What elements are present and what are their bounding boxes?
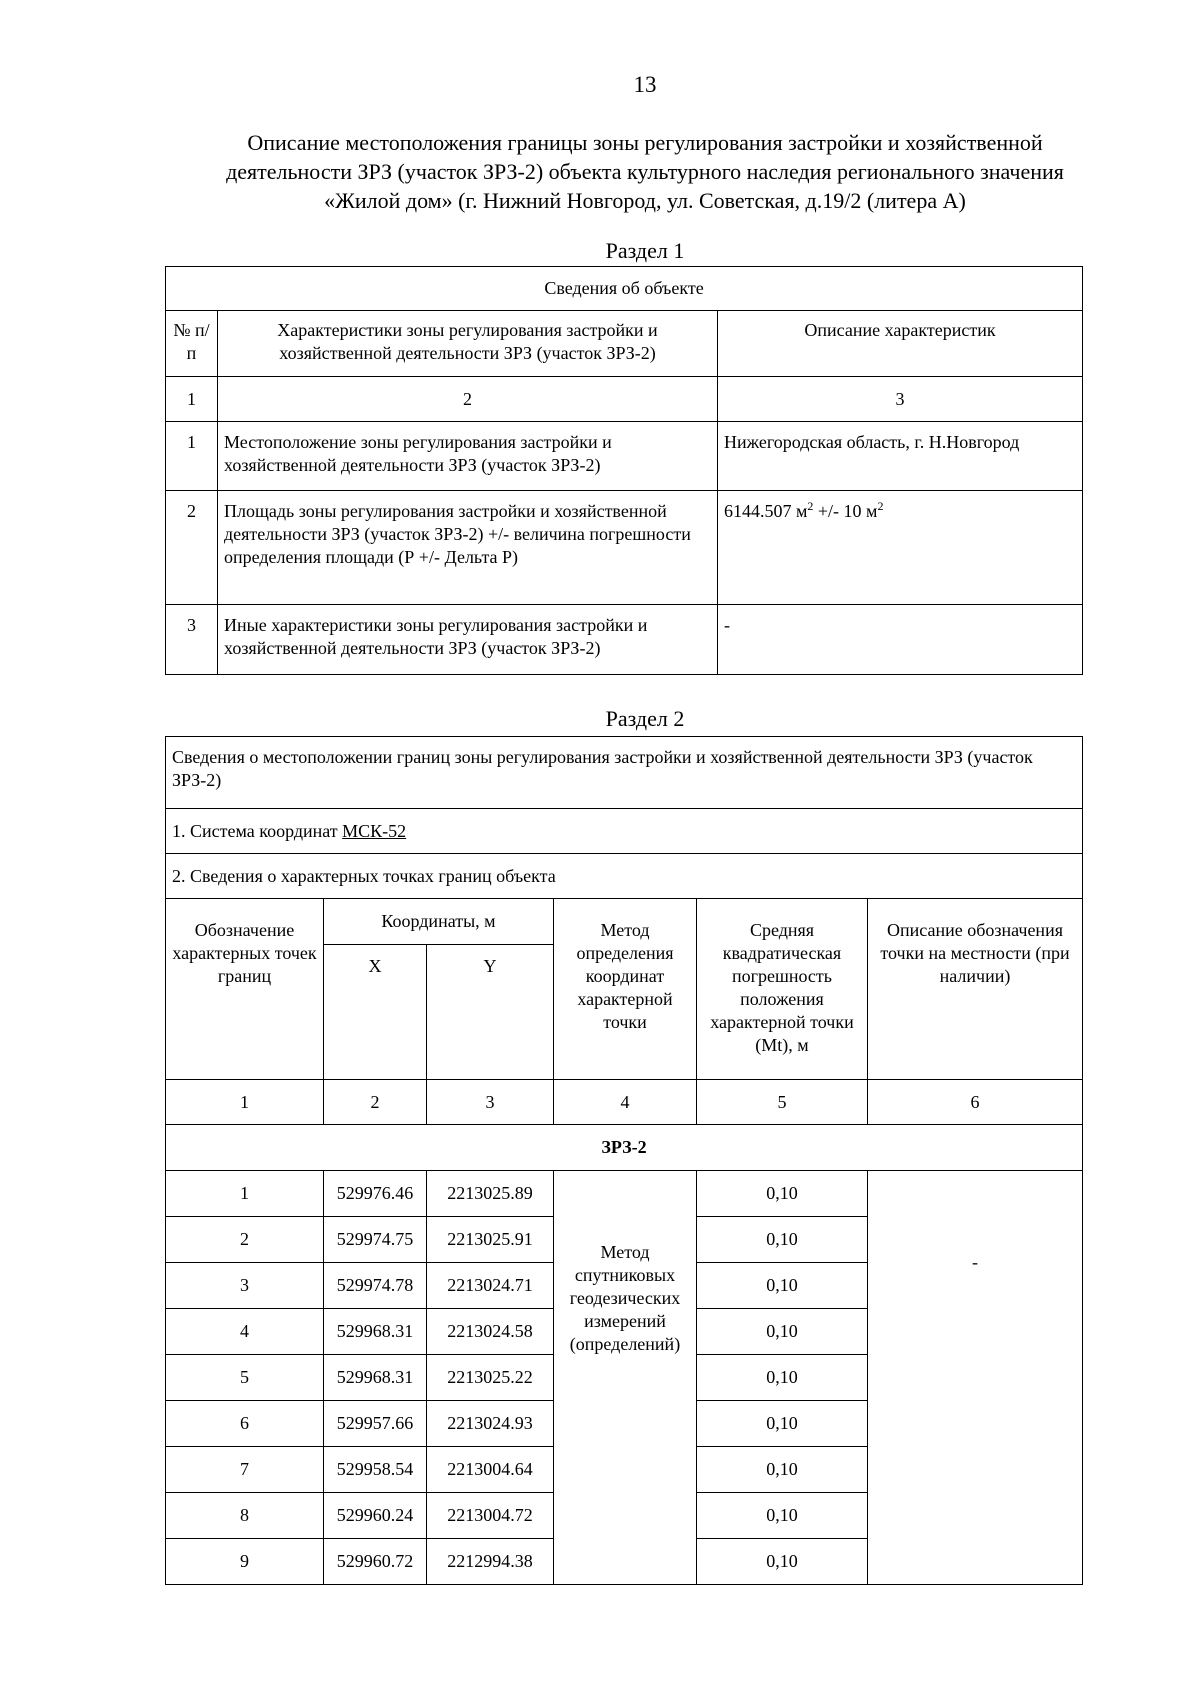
- title-line: «Жилой дом» (г. Нижний Новгород, ул. Советская, д.19/2 (литера А): [324, 188, 966, 213]
- points-header: 2. Сведения о характерных точках границ объекта: [166, 854, 1083, 899]
- point-x: 529968.31: [324, 1355, 427, 1401]
- point-number: 5: [166, 1355, 324, 1401]
- point-x: 529976.46: [324, 1171, 427, 1217]
- title-line: Описание местоположения границы зоны регулирования застройки и хозяйственной: [247, 130, 1043, 155]
- area-tolerance: +/- 10 м: [813, 501, 878, 521]
- area-unit-superscript: 2: [807, 499, 814, 513]
- column-header-accuracy: Средняя квадратическая погрешность положения характерной точки (Mt), м: [697, 899, 868, 1080]
- point-number: 1: [166, 1171, 324, 1217]
- row-description: -: [718, 605, 1083, 675]
- coordinate-system: [166, 809, 1083, 854]
- row-characteristic: Иные характеристики зоны регулирования застройки и хозяйственной деятельности ЗРЗ (участок ЗРЗ-2): [218, 605, 718, 675]
- column-number: 3: [718, 377, 1083, 422]
- column-number: 1: [166, 1080, 324, 1125]
- point-x: 529968.31: [324, 1309, 427, 1355]
- point-x: 529957.66: [324, 1401, 427, 1447]
- info-row: [166, 737, 1083, 809]
- row-description: Нижегородская область, г. Н.Новгород: [718, 422, 1083, 491]
- object-info-header: Сведения об объекте: [166, 267, 1083, 311]
- point-accuracy: 0,10: [697, 1447, 868, 1493]
- column-number: 4: [554, 1080, 697, 1125]
- point-number: 7: [166, 1447, 324, 1493]
- column-header-method: Метод определения координат характерной точки: [554, 899, 697, 1080]
- row-number: 2: [166, 491, 218, 605]
- point-y: 2213004.64: [427, 1447, 554, 1493]
- coordinate-system-row: [166, 809, 1083, 854]
- table-row: [166, 605, 1083, 675]
- column-number-row: [166, 377, 1083, 422]
- point-number: 4: [166, 1309, 324, 1355]
- tolerance-unit-superscript: 2: [877, 499, 884, 513]
- point-x: 529960.24: [324, 1493, 427, 1539]
- table-row: [166, 422, 1083, 491]
- point-number: 2: [166, 1217, 324, 1263]
- point-y: 2213025.22: [427, 1355, 554, 1401]
- column-header-row: [166, 311, 1083, 377]
- table-row: [166, 1171, 1083, 1217]
- document-title: [165, 128, 1125, 215]
- section-2-title: Раздел 2: [605, 706, 685, 731]
- point-y: 2213004.72: [427, 1493, 554, 1539]
- coordinate-system-label: 1. Система координат: [172, 820, 343, 841]
- zone-name: ЗРЗ-2: [166, 1125, 1083, 1171]
- point-accuracy: 0,10: [697, 1217, 868, 1263]
- point-accuracy: 0,10: [697, 1355, 868, 1401]
- point-y: 2212994.38: [427, 1539, 554, 1585]
- point-accuracy: 0,10: [697, 1401, 868, 1447]
- column-number: 3: [427, 1080, 554, 1125]
- point-x: 529974.75: [324, 1217, 427, 1263]
- zone-row: [166, 1125, 1083, 1171]
- method-cell: Метод спутниковых геодезических измерений (определений): [554, 1171, 697, 1585]
- point-x: 529958.54: [324, 1447, 427, 1493]
- column-header-x: X: [324, 945, 427, 1080]
- column-number: 6: [868, 1080, 1083, 1125]
- boundary-info: Сведения о местоположении границ зоны регулирования застройки и хозяйственной деятельности ЗРЗ (участок ЗРЗ-2): [166, 737, 1083, 809]
- column-header-characteristic: Характеристики зоны регулирования застройки и хозяйственной деятельности ЗРЗ (участок ЗРЗ-2): [218, 311, 718, 377]
- point-description-cell: -: [868, 1171, 1083, 1585]
- table-row: [166, 491, 1083, 605]
- row-characteristic: Местоположение зоны регулирования застройки и хозяйственной деятельности ЗРЗ (участок ЗРЗ-2): [218, 422, 718, 491]
- column-number-row: [166, 1080, 1083, 1125]
- column-number: 2: [324, 1080, 427, 1125]
- column-header-number: № п/п: [166, 311, 218, 377]
- point-accuracy: 0,10: [697, 1171, 868, 1217]
- point-y: 2213024.93: [427, 1401, 554, 1447]
- row-characteristic: Площадь зоны регулирования застройки и хозяйственной деятельности ЗРЗ (участок ЗРЗ-2) +/- величина погрешности определения площади (Р +/- Дельта Р): [218, 491, 718, 605]
- table-header-row: [166, 267, 1083, 311]
- point-accuracy: 0,10: [697, 1539, 868, 1585]
- column-header-y: Y: [427, 945, 554, 1080]
- point-accuracy: 0,10: [697, 1263, 868, 1309]
- point-number: 3: [166, 1263, 324, 1309]
- point-y: 2213024.58: [427, 1309, 554, 1355]
- column-header-point: Обозначение характерных точек границ: [166, 899, 324, 1080]
- point-x: 529974.78: [324, 1263, 427, 1309]
- column-header-row: [166, 899, 1083, 945]
- points-header-row: [166, 854, 1083, 899]
- point-y: 2213025.89: [427, 1171, 554, 1217]
- boundary-points-table: [165, 736, 1083, 1585]
- area-value: 6144.507 м: [724, 501, 808, 521]
- column-number: 5: [697, 1080, 868, 1125]
- column-number: 2: [218, 377, 718, 422]
- point-number: 9: [166, 1539, 324, 1585]
- point-number: 8: [166, 1493, 324, 1539]
- row-description: [718, 491, 1083, 605]
- point-accuracy: 0,10: [697, 1309, 868, 1355]
- point-accuracy: 0,10: [697, 1493, 868, 1539]
- page-number: 13: [633, 72, 657, 97]
- column-header-description: Описание характеристик: [718, 311, 1083, 377]
- coordinate-system-name: МСК-52: [342, 820, 407, 841]
- point-number: 6: [166, 1401, 324, 1447]
- title-line: деятельности ЗРЗ (участок ЗРЗ-2) объекта культурного наследия регионального значения: [226, 159, 1064, 184]
- point-y: 2213024.71: [427, 1263, 554, 1309]
- object-info-table: [165, 266, 1083, 675]
- column-header-coordinates: Координаты, м: [324, 899, 554, 945]
- point-x: 529960.72: [324, 1539, 427, 1585]
- row-number: 1: [166, 422, 218, 491]
- column-header-description: Описание обозначения точки на местности (при наличии): [868, 899, 1083, 1080]
- column-number: 1: [166, 377, 218, 422]
- point-y: 2213025.91: [427, 1217, 554, 1263]
- section-1-title: Раздел 1: [605, 238, 685, 263]
- row-number: 3: [166, 605, 218, 675]
